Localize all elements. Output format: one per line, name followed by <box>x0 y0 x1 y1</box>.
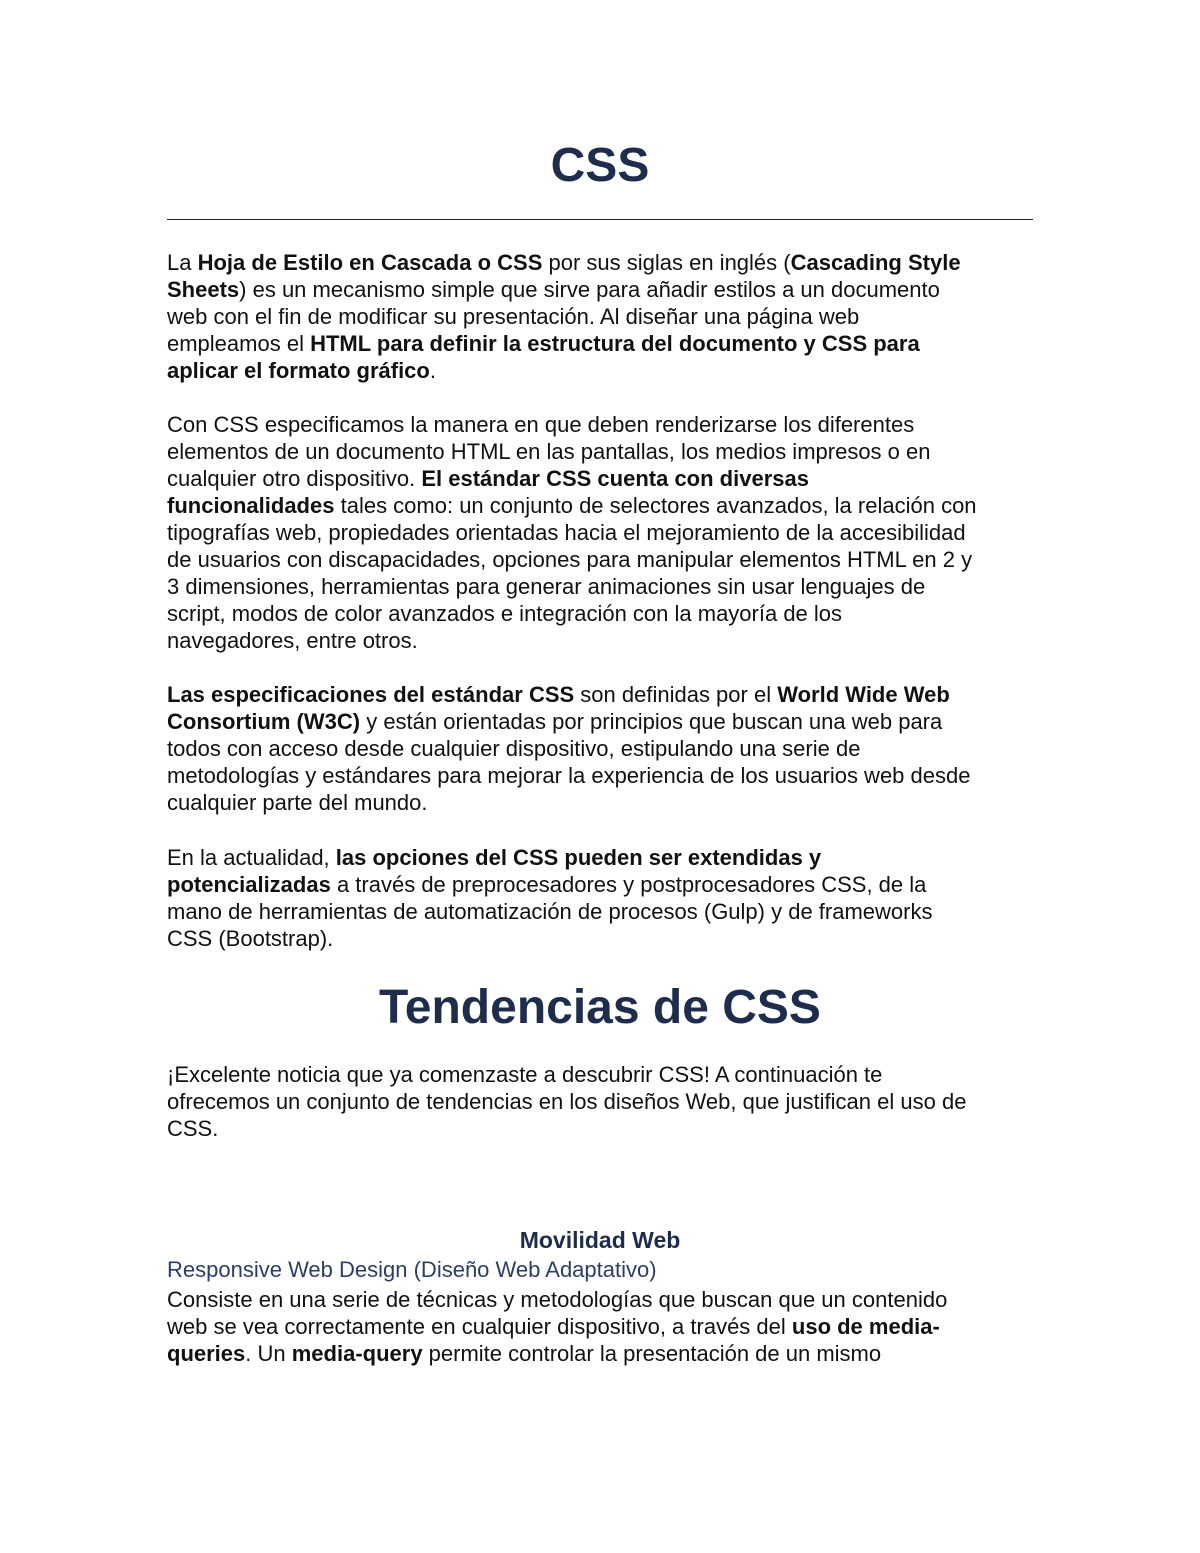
trends-intro-paragraph <box>167 1061 1037 1142</box>
bold-run: uso de media- <box>791 1314 940 1339</box>
page-title: CSS <box>550 139 650 192</box>
text-run: ) es un mecanismo simple que sirve para añadir estilos a un documento <box>239 277 940 302</box>
bold-run: Hoja de Estilo en Cascada o CSS <box>197 250 543 275</box>
bold-run: HTML para definir la estructura del documento y CSS para <box>310 331 920 356</box>
bold-run: las opciones del CSS pueden ser extendidas y <box>335 845 822 870</box>
responsive-paragraph <box>167 1286 1037 1367</box>
text-line: metodologías y estándares para mejorar la experiencia de los usuarios web desde <box>167 763 971 788</box>
text-line: cualquier parte del mundo. <box>167 790 428 815</box>
section-title: Tendencias de CSS <box>379 981 821 1034</box>
text-run: permite controlar la presentación de un mismo <box>422 1341 882 1366</box>
text-line <box>167 249 1037 276</box>
text-line <box>167 844 1037 871</box>
bold-run: queries <box>167 1341 246 1366</box>
bold-run: World Wide Web <box>777 682 950 707</box>
text-line: tipografías web, propiedades orientadas hacia el mejoramiento de la accesibilidad <box>167 520 966 545</box>
bold-run: El estándar CSS cuenta con diversas <box>421 466 809 491</box>
bold-run: Sheets <box>167 277 240 302</box>
text-line: ¡Excelente noticia que ya comenzaste a descubrir CSS! A continuación te <box>167 1062 883 1087</box>
responsive-subheading: Responsive Web Design (Diseño Web Adaptativo) <box>167 1257 657 1282</box>
text-line <box>167 357 1037 384</box>
text-line: script, modos de color avanzados e integración con la mayoría de los <box>167 601 843 626</box>
text-line: 3 dimensiones, herramientas para generar animaciones sin usar lenguajes de <box>167 574 926 599</box>
text-line: Consiste en una serie de técnicas y metodologías que buscan que un contenido <box>167 1287 948 1312</box>
text-line: elementos de un documento HTML en las pantallas, los medios impresos o en <box>167 439 931 464</box>
intro-paragraph <box>167 249 1037 384</box>
text-run: . <box>429 358 436 383</box>
text-line <box>167 330 1037 357</box>
text-line: CSS. <box>167 1116 219 1141</box>
text-run: . Un <box>245 1341 292 1366</box>
text-line: CSS (Bootstrap). <box>167 926 334 951</box>
css-features-paragraph <box>167 411 1037 654</box>
title-divider <box>167 219 1033 220</box>
text-run: y están orientadas por principios que buscan una web para <box>360 709 943 734</box>
text-run: La <box>167 250 198 275</box>
text-line: web con el fin de modificar su presentación. Al diseñar una página web <box>167 304 860 329</box>
bold-run: Consortium (W3C) <box>167 709 361 734</box>
bold-run: media-query <box>291 1341 423 1366</box>
bold-run: Cascading Style <box>790 250 961 275</box>
text-line <box>167 1313 1037 1340</box>
text-line <box>167 276 1037 303</box>
text-line <box>167 492 1037 519</box>
text-line <box>167 871 1037 898</box>
text-line: navegadores, entre otros. <box>167 628 418 653</box>
movilidad-heading: Movilidad Web <box>519 1227 681 1253</box>
text-line <box>167 708 1037 735</box>
text-line: todos con acceso desde cualquier dispositivo, estipulando una serie de <box>167 736 861 761</box>
text-run: web se vea correctamente en cualquier dispositivo, a través del <box>167 1314 792 1339</box>
text-run: empleamos el <box>167 331 311 356</box>
text-run: tales como: un conjunto de selectores avanzados, la relación con <box>334 493 977 518</box>
text-line <box>167 681 1037 708</box>
text-line: Con CSS especificamos la manera en que deben renderizarse los diferentes <box>167 412 915 437</box>
text-run: por sus siglas en inglés ( <box>542 250 791 275</box>
text-run: cualquier otro dispositivo. <box>167 466 422 491</box>
text-line <box>167 465 1037 492</box>
text-line <box>167 1340 1037 1367</box>
bold-run: funcionalidades <box>167 493 335 518</box>
text-run: En la actualidad, <box>167 845 336 870</box>
text-run: a través de preprocesadores y postprocesadores CSS, de la <box>330 872 927 897</box>
bold-run: aplicar el formato gráfico <box>167 358 430 383</box>
w3c-paragraph <box>167 681 1037 816</box>
bold-run: potencializadas <box>167 872 331 897</box>
text-line: ofrecemos un conjunto de tendencias en los diseños Web, que justifican el uso de <box>167 1089 967 1114</box>
text-line: mano de herramientas de automatización de procesos (Gulp) y de frameworks <box>167 899 933 924</box>
text-line: de usuarios con discapacidades, opciones para manipular elementos HTML en 2 y <box>167 547 973 572</box>
text-run: son definidas por el <box>574 682 778 707</box>
preprocessors-paragraph <box>167 844 1037 952</box>
bold-run: Las especificaciones del estándar CSS <box>167 682 575 707</box>
